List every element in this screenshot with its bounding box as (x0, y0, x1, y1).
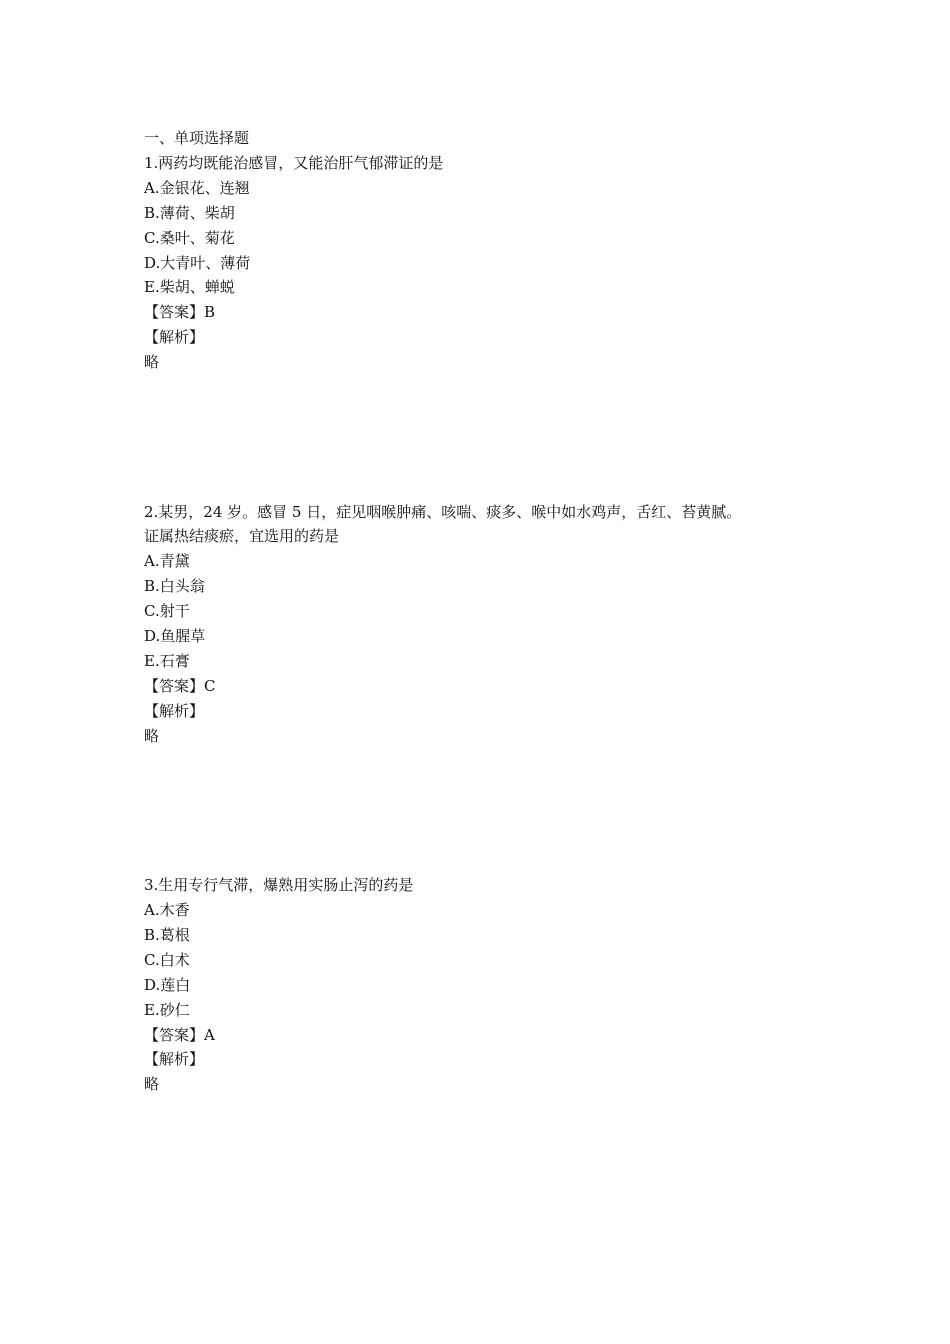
option-e: E.石膏 (144, 652, 190, 670)
option-b: B.白头翁 (144, 577, 205, 596)
option-d: D.莲白 (144, 975, 191, 994)
spacer (144, 375, 814, 500)
option-d: D.大青叶、薄荷 (144, 253, 251, 272)
analysis-text: 略 (144, 353, 160, 372)
option-a: A.木香 (144, 901, 190, 920)
option-b: B.薄荷、柴胡 (144, 203, 235, 222)
answer: 【答案】C (144, 676, 216, 695)
answer: 【答案】A (144, 1025, 215, 1044)
question-3 (144, 873, 814, 1097)
option-e: E.柴胡、蝉蜕 (144, 278, 235, 297)
analysis-label: 【解析】 (144, 701, 205, 720)
question-stem: 1.两药均既能治感冒，又能治肝气郁滞证的是 (144, 153, 444, 172)
option-d: D.鱼腥草 (144, 627, 206, 646)
document-content (144, 126, 814, 1097)
analysis-text: 略 (144, 726, 160, 745)
option-b: B.葛根 (144, 925, 190, 944)
option-a: A.青黛 (144, 552, 190, 571)
question-1 (144, 151, 814, 375)
option-c: C.白术 (144, 950, 190, 969)
section-title: 一、单项选择题 (144, 129, 250, 147)
question-stem-continued: 证属热结痰瘀，宜选用的药是 (144, 527, 340, 546)
analysis-label: 【解析】 (144, 328, 205, 347)
analysis-label: 【解析】 (144, 1050, 205, 1069)
question-stem: 3.生用专行气滞，爆熟用实肠止泻的药是 (144, 876, 414, 895)
option-e: E.砂仁 (144, 1000, 190, 1019)
question-stem: 2.某男，24 岁。感冒 5 日，症见咽喉肿痛、咳喘、痰多、喉中如水鸡声，舌红、苔黄腻。 (144, 502, 742, 521)
option-c: C.桑叶、菊花 (144, 228, 235, 247)
analysis-text: 略 (144, 1075, 160, 1094)
spacer (144, 749, 814, 874)
question-2 (144, 500, 814, 749)
option-c: C.射干 (144, 602, 190, 621)
option-a: A.金银花、连翘 (144, 178, 250, 197)
answer: 【答案】B (144, 303, 216, 322)
